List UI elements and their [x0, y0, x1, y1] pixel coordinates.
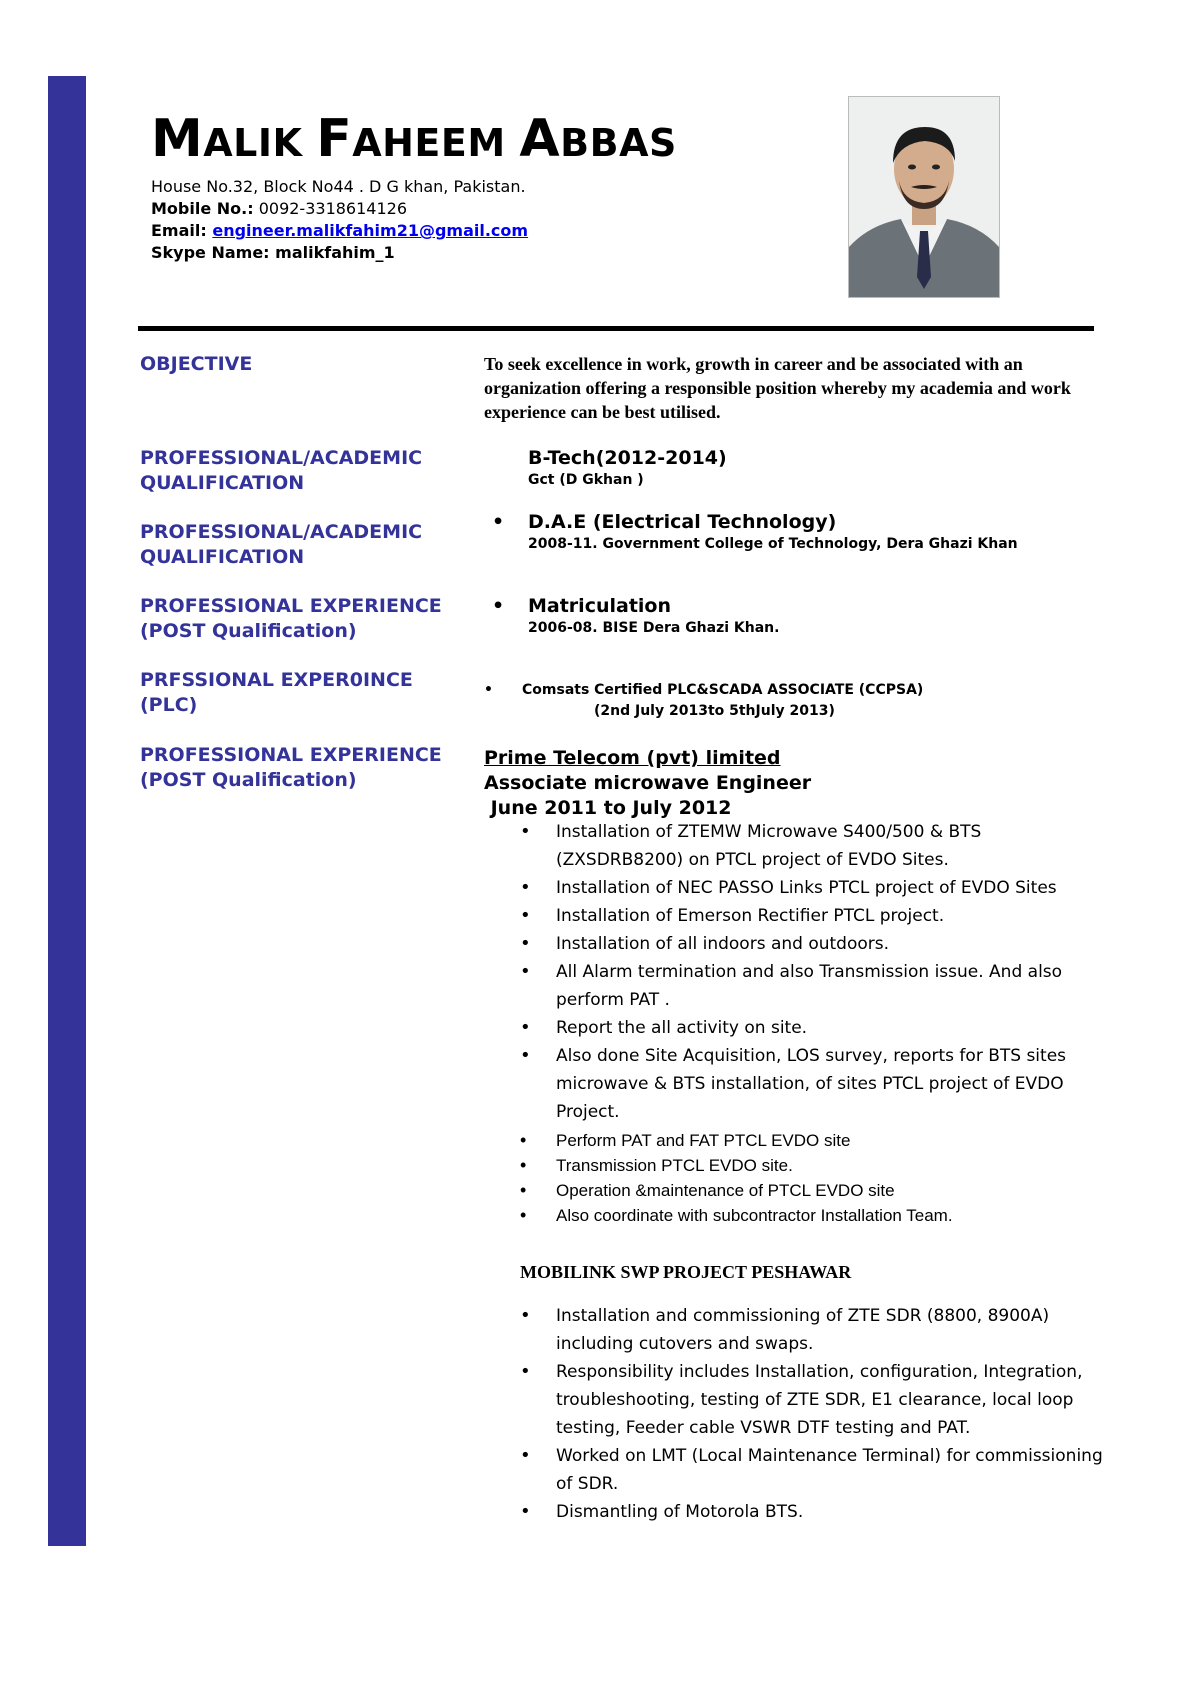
job-role: Associate microwave Engineer — [484, 772, 812, 794]
skype-line: Skype Name: malikfahim_1 — [151, 243, 395, 262]
list-item: • All Alarm termination and also Transmission issue. And also perform PAT . — [520, 958, 1110, 1014]
project-duties-list — [520, 1302, 1110, 1526]
bullet-icon: • — [492, 595, 505, 617]
job-header — [484, 746, 811, 821]
candidate-name: MALIK FAHEEM ABBAS — [151, 109, 677, 169]
list-item: • Report the all activity on site. — [520, 1014, 1110, 1042]
contact-block — [151, 176, 528, 264]
objective-text: To seek excellence in work, growth in career and be associated with an organization offering a responsible position whereby my academia and work experience can be best utilised. — [484, 354, 1071, 422]
project-title: MOBILINK SWP PROJECT PESHAWAR — [520, 1262, 852, 1282]
job-duties-list — [520, 818, 1110, 1126]
list-item: • Operation &maintenance of PTCL EVDO site — [520, 1178, 1110, 1203]
bullet-icon: • — [492, 511, 505, 533]
job-duties-list-secondary — [520, 1128, 1110, 1228]
list-item: • Installation of Emerson Rectifier PTCL project. — [520, 902, 1110, 930]
certification — [484, 680, 923, 722]
section-label-qualification-1: PROFESSIONAL/ACADEMIC QUALIFICATION — [140, 447, 423, 494]
section-label-objective: OBJECTIVE — [140, 353, 253, 375]
list-item: • Perform PAT and FAT PTCL EVDO site — [520, 1128, 1110, 1153]
bullet-icon: • — [484, 682, 493, 698]
mobile-line: Mobile No.: 0092-3318614126 — [151, 199, 407, 218]
education-detail: 2008-11. Government College of Technology, Dera Ghazi Khan — [528, 536, 1018, 552]
list-item: • Responsibility includes Installation, configuration, Integration, troubleshooting, testing of ZTE SDR, E1 clearance, local loop testing, Feeder cable VSWR DTF testing and PAT. — [520, 1358, 1110, 1442]
education-title: Matriculation — [528, 595, 671, 617]
list-item: • Installation of NEC PASSO Links PTCL project of EVDO Sites — [520, 874, 1110, 902]
list-item: • Worked on LMT (Local Maintenance Terminal) for commissioning of SDR. — [520, 1442, 1110, 1498]
job-period: June 2011 to July 2012 — [484, 797, 732, 819]
list-item: • Installation of ZTEMW Microwave S400/500 & BTS (ZXSDRB8200) on PTCL project of EVDO Sites. — [520, 818, 1110, 874]
certification-dates: (2nd July 2013to 5thJuly 2013) — [594, 703, 835, 719]
list-item: • Installation and commissioning of ZTE SDR (8800, 8900A) including cutovers and swaps. — [520, 1302, 1110, 1358]
list-item: • Also coordinate with subcontractor Installation Team. — [520, 1203, 1110, 1228]
sidebar-accent-bar — [48, 76, 86, 1546]
address: House No.32, Block No44 . D G khan, Pakistan. — [151, 177, 526, 196]
education-detail: 2006-08. BISE Dera Ghazi Khan. — [528, 620, 780, 636]
list-item: • Transmission PTCL EVDO site. — [520, 1153, 1110, 1178]
education-title: D.A.E (Electrical Technology) — [528, 511, 837, 533]
list-item: • Also done Site Acquisition, LOS survey, reports for BTS sites microwave & BTS installation, of sites PTCL project of EVDO Project. — [520, 1042, 1110, 1126]
certification-title: Comsats Certified PLC&SCADA ASSOCIATE (CCPSA) — [522, 682, 924, 698]
section-label-qualification-2: PROFESSIONAL/ACADEMIC QUALIFICATION — [140, 521, 423, 568]
education-detail: Gct (D Gkhan ) — [528, 472, 644, 488]
profile-photo — [848, 96, 1000, 298]
email-line: Email: engineer.malikfahim21@gmail.com — [151, 221, 529, 240]
company-name: Prime Telecom (pvt) limited — [484, 747, 781, 769]
section-label-experience-2: PROFESSIONAL EXPERIENCE (POST Qualification) — [140, 744, 442, 791]
education-item — [484, 510, 1018, 554]
education-item — [484, 446, 727, 490]
section-label-plc: PRFSSIONAL EXPER0INCE (PLC) — [140, 669, 413, 716]
list-item: • Dismantling of Motorola BTS. — [520, 1498, 1110, 1526]
header-divider — [138, 326, 1094, 331]
section-label-experience-1: PROFESSIONAL EXPERIENCE (POST Qualification) — [140, 595, 442, 642]
education-title: B-Tech(2012-2014) — [528, 447, 727, 469]
list-item: • Installation of all indoors and outdoors. — [520, 930, 1110, 958]
education-item — [484, 594, 779, 638]
email-link[interactable]: engineer.malikfahim21@gmail.com — [212, 221, 529, 240]
